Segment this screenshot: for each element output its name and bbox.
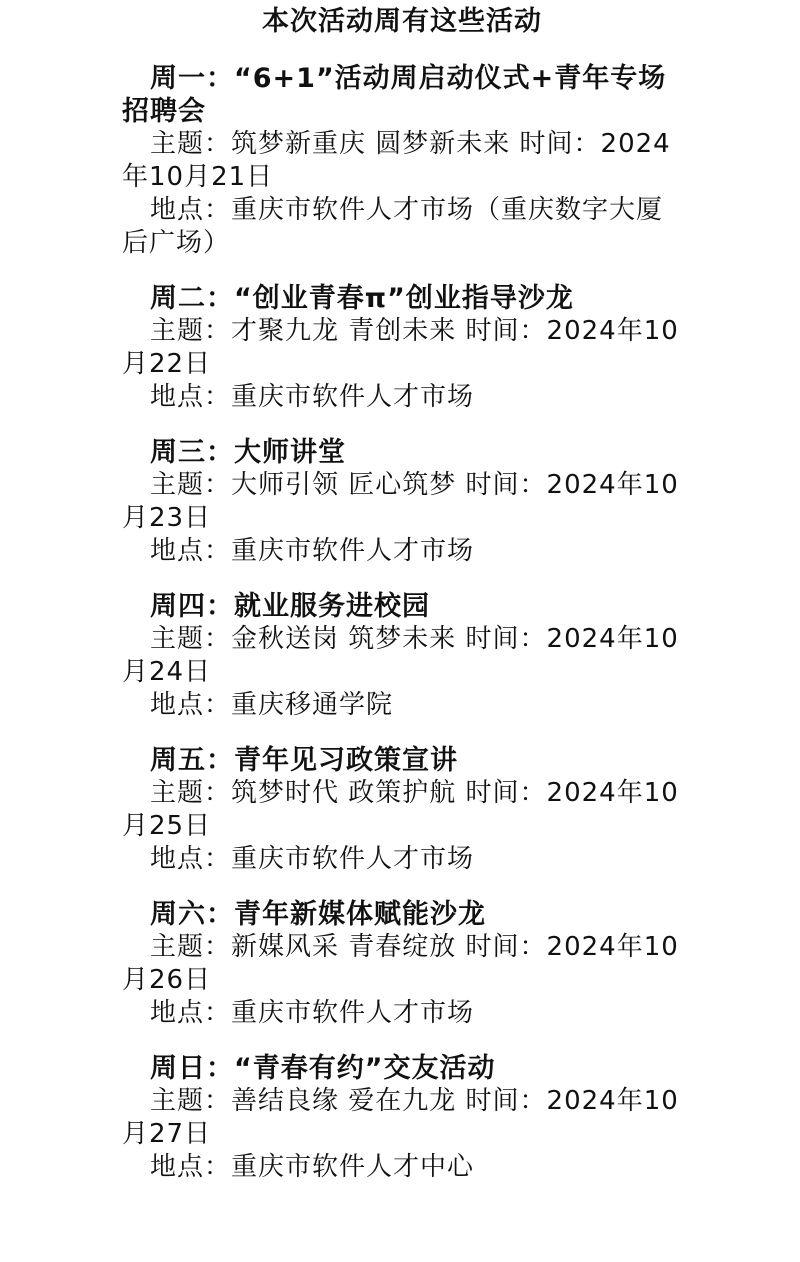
event-theme-time: 主题：筑梦新重庆 圆梦新未来 时间：2024年10月21日 [122, 129, 671, 192]
event-location: 地点：重庆市软件人才市场 [150, 998, 475, 1028]
event-theme-time: 主题：筑梦时代 政策护航 时间：2024年10月25日 [122, 778, 679, 841]
event-saturday [122, 898, 682, 1030]
event-heading: 周二：“创业青春π”创业指导沙龙 [150, 283, 574, 314]
event-location: 地点：重庆市软件人才市场 [150, 536, 475, 566]
event-sunday [122, 1052, 682, 1184]
event-theme-time: 主题：金秋送岗 筑梦未来 时间：2024年10月24日 [122, 624, 679, 687]
event-theme-time: 主题：善结良缘 爱在九龙 时间：2024年10月27日 [122, 1086, 679, 1149]
event-location: 地点：重庆移通学院 [150, 690, 394, 720]
event-location: 地点：重庆市软件人才市场 [150, 844, 475, 874]
event-location: 地点：重庆市软件人才市场 [150, 382, 475, 412]
event-heading: 周五：青年见习政策宣讲 [150, 745, 458, 776]
event-heading: 周六：青年新媒体赋能沙龙 [150, 899, 486, 930]
event-heading: 周四：就业服务进校园 [150, 591, 430, 622]
event-monday [122, 62, 682, 260]
event-location: 地点：重庆市软件人才市场（重庆数字大厦后广场） [122, 195, 664, 258]
event-heading: 周一：“6+1”活动周启动仪式+青年专场招聘会 [122, 63, 667, 127]
event-friday [122, 744, 682, 876]
event-thursday [122, 590, 682, 722]
event-wednesday [122, 436, 682, 568]
event-heading: 周三：大师讲堂 [150, 437, 346, 468]
page-title: 本次活动周有这些活动 [262, 6, 542, 37]
event-theme-time: 主题：才聚九龙 青创未来 时间：2024年10月22日 [122, 316, 679, 379]
event-tuesday [122, 282, 682, 414]
event-location: 地点：重庆市软件人才中心 [150, 1152, 475, 1182]
event-theme-time: 主题：大师引领 匠心筑梦 时间：2024年10月23日 [122, 470, 679, 533]
event-heading: 周日：“青春有约”交友活动 [150, 1053, 496, 1084]
event-theme-time: 主题：新媒风采 青春绽放 时间：2024年10月26日 [122, 932, 679, 995]
